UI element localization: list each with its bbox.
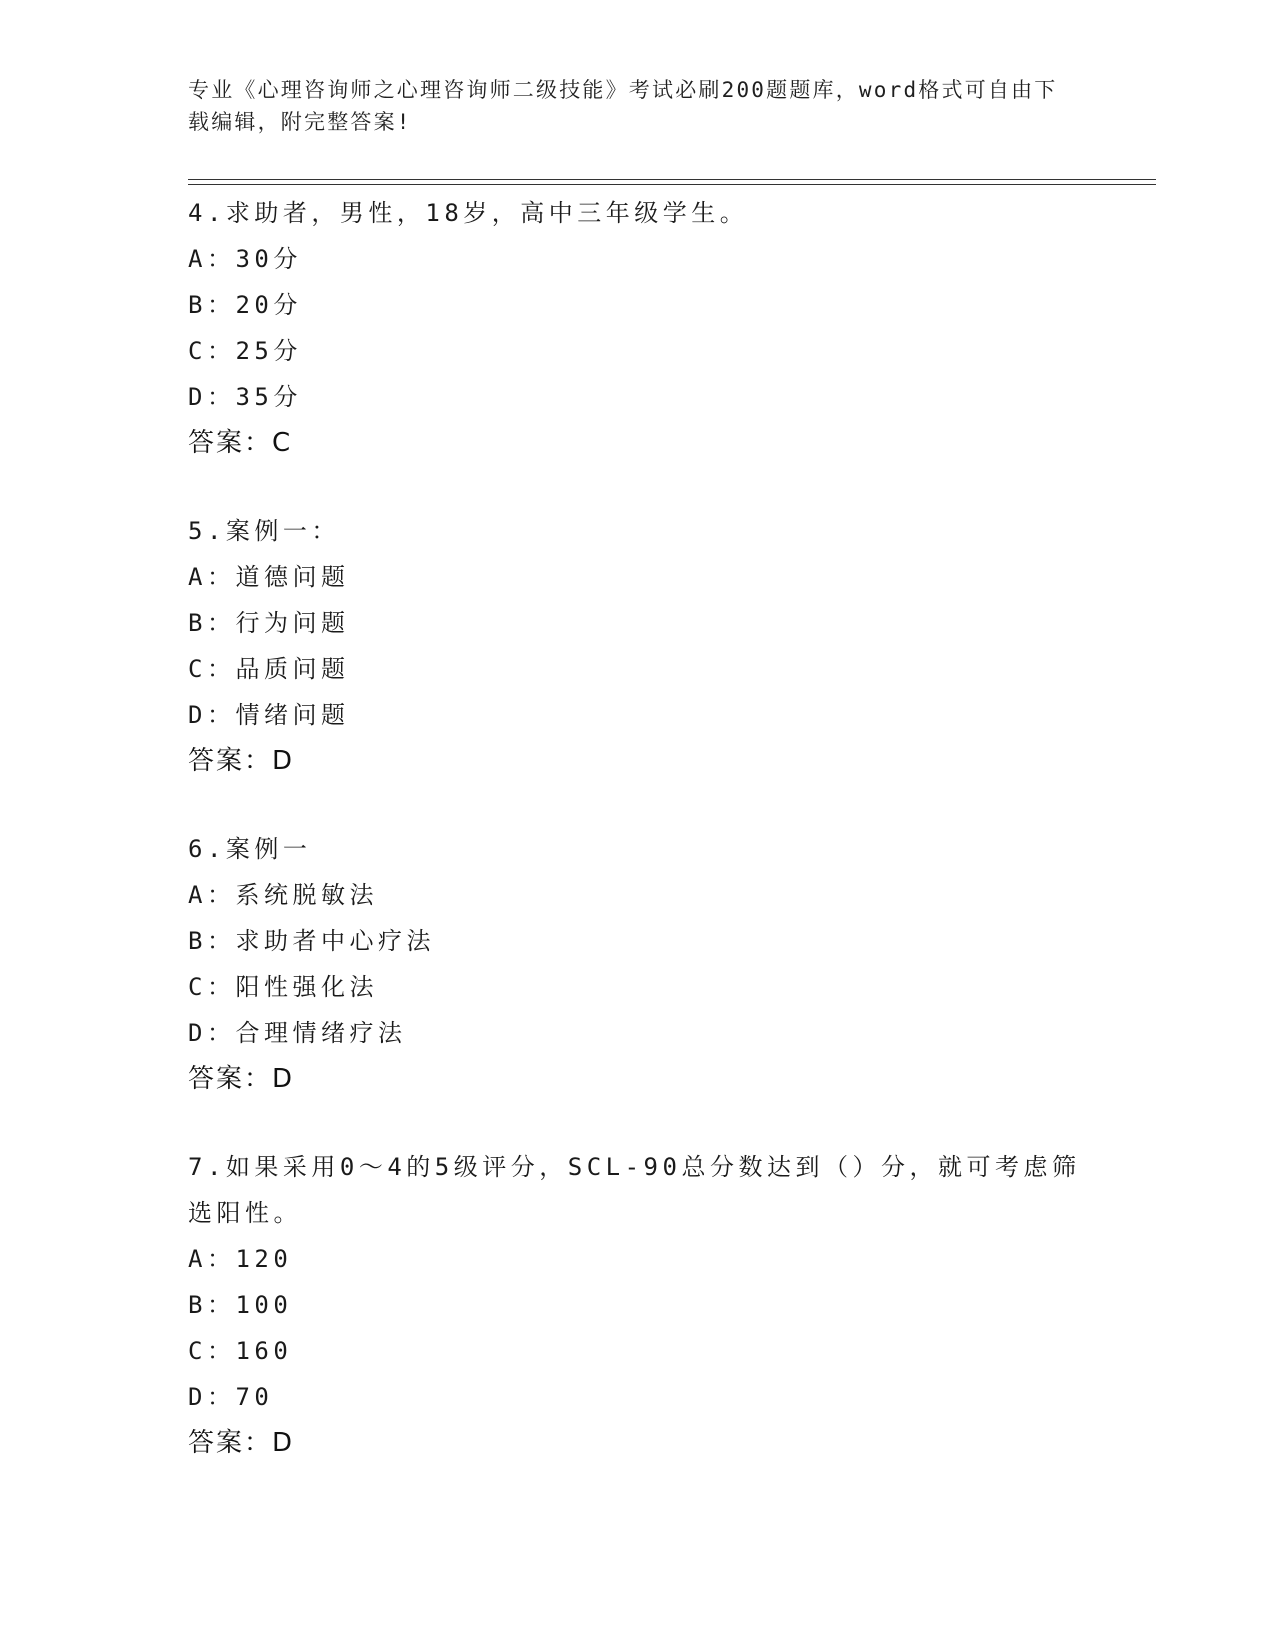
option-c: C：25分 [188, 337, 302, 365]
question-stem: 4.求助者，男性，18岁，高中三年级学生。 [188, 199, 749, 227]
header-divider-bottom [188, 184, 1156, 185]
question-item [188, 1144, 1088, 1466]
option-d: D：70 [188, 1383, 274, 1411]
question-stem: 5.案例一： [188, 517, 340, 545]
header-divider-top [188, 179, 1156, 180]
option-d: D：合理情绪疗法 [188, 1019, 407, 1047]
option-d: D：情绪问题 [188, 701, 350, 729]
option-a: A：道德问题 [188, 563, 350, 591]
question-list [188, 190, 1088, 1508]
question-item [188, 190, 1088, 466]
option-d: D：35分 [188, 383, 302, 411]
option-a: A：30分 [188, 245, 302, 273]
question-item [188, 826, 1088, 1102]
option-c: C：160 [188, 1337, 293, 1365]
option-a: A：120 [188, 1245, 293, 1273]
option-b: B：100 [188, 1291, 293, 1319]
answer-text: 答案：C [188, 428, 293, 458]
option-b: B：求助者中心疗法 [188, 927, 435, 955]
question-item [188, 508, 1088, 784]
option-b: B：20分 [188, 291, 302, 319]
answer-text: 答案：D [188, 1064, 295, 1094]
answer-text: 答案：D [188, 1428, 295, 1458]
option-b: B：行为问题 [188, 609, 350, 637]
question-stem: 6.案例一 [188, 835, 312, 863]
option-c: C：阳性强化法 [188, 973, 378, 1001]
document-header: 专业《心理咨询师之心理咨询师二级技能》考试必刷200题题库，word格式可自由下载编辑，附完整答案! [188, 78, 1058, 134]
option-a: A：系统脱敏法 [188, 881, 378, 909]
question-stem: 7.如果采用0～4的5级评分，SCL-90总分数达到（）分，就可考虑筛选阳性。 [188, 1153, 1081, 1227]
option-c: C：品质问题 [188, 655, 350, 683]
answer-text: 答案：D [188, 746, 295, 776]
